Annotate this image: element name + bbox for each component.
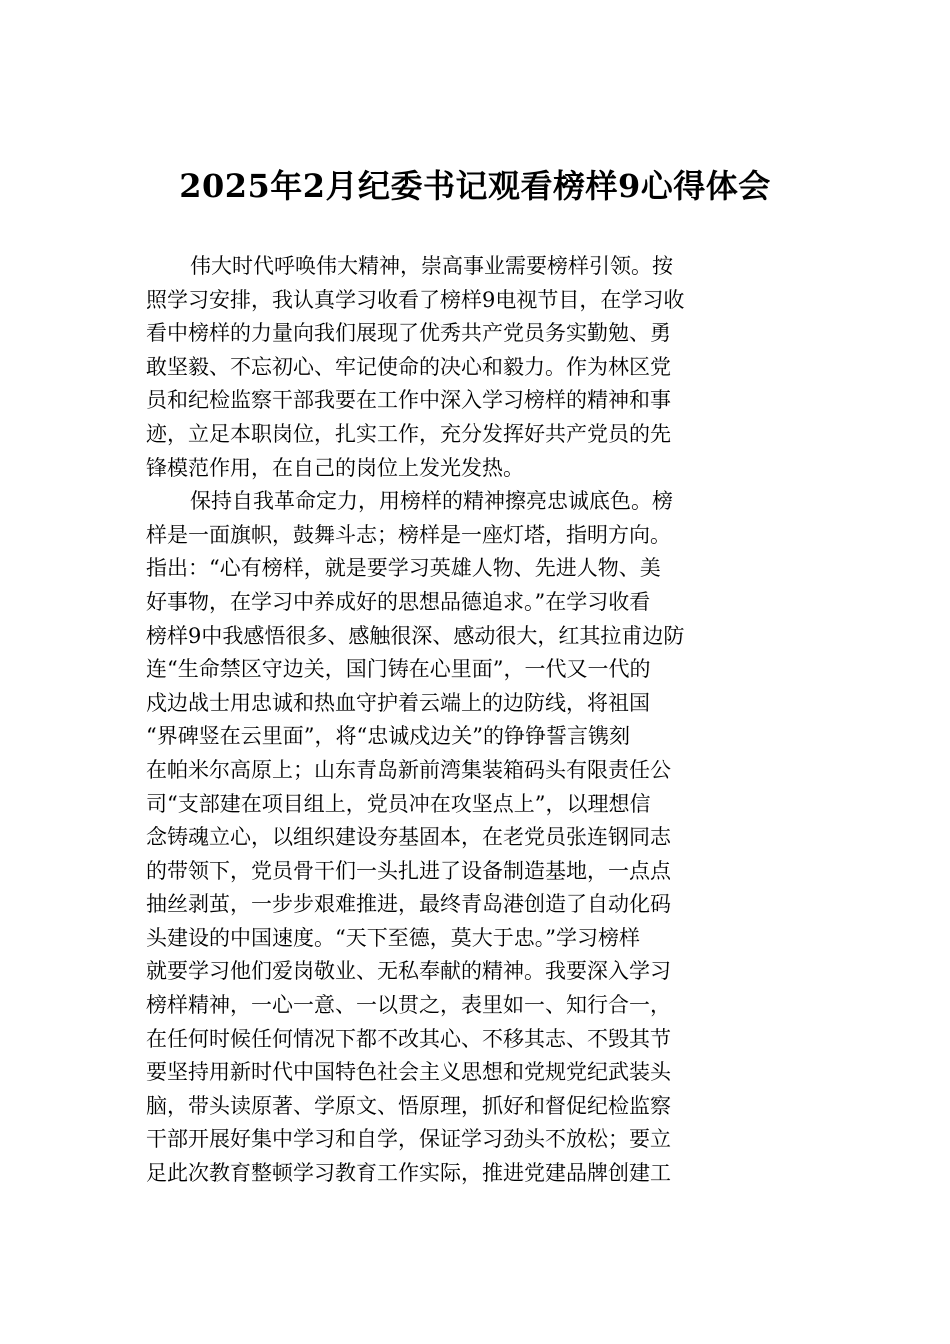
body-line: 榜样精神，一心一意、一以贯之，表里如一、知行合一， [146, 993, 671, 1018]
body-line: 员和纪检监察干部我要在工作中深入学习榜样的精神和事 [146, 388, 671, 413]
body-line: 干部开展好集中学习和自学，保证学习劲头不放松；要立 [146, 1127, 671, 1152]
body-line: 在帕米尔高原上；山东青岛新前湾集装箱码头有限责任公 [146, 757, 671, 782]
body-line: 锋模范作用，在自己的岗位上发光发热。 [146, 455, 524, 480]
body-line: 在任何时候任何情况下都不改其心、不移其志、不毁其节 [146, 1026, 671, 1051]
body-line: “界碑竖在云里面”，将“忠诚戍边关”的铮铮誓言镌刻 [146, 724, 630, 749]
body-line: 脑，带头读原著、学原文、悟原理，抓好和督促纪检监察 [146, 1093, 671, 1118]
body-line: 就要学习他们爱岗敬业、无私奉献的精神。我要深入学习 [146, 959, 671, 984]
body-line: 保持自我革命定力，用榜样的精神擦亮忠诚底色。榜 [190, 489, 673, 514]
document-body [146, 250, 808, 1191]
body-line: 照学习安排，我认真学习收看了榜样9电视节目，在学习收 [146, 287, 685, 312]
body-line: 伟大时代呼唤伟大精神，崇高事业需要榜样引领。按 [190, 254, 673, 278]
body-line: 敢坚毅、不忘初心、牢记使命的决心和毅力。作为林区党 [146, 354, 671, 379]
body-line: 足此次教育整顿学习教育工作实际，推进党建品牌创建工 [146, 1161, 671, 1186]
body-line: 要坚持用新时代中国特色社会主义思想和党规党纪武装头 [146, 1060, 671, 1085]
document-title: 2025年2月纪委书记观看榜样9心得体会 [179, 167, 771, 205]
body-line: 指出：“心有榜样，就是要学习英雄人物、先进人物、美 [146, 556, 661, 581]
body-line: 连“生命禁区守边关，国门铸在心里面”，一代又一代的 [146, 657, 651, 682]
body-line: 念铸魂立心，以组织建设夯基固本，在老党员张连钢同志 [146, 825, 671, 850]
body-line: 迹，立足本职岗位，扎实工作，充分发挥好共产党员的先 [146, 421, 671, 446]
body-line: 看中榜样的力量向我们展现了优秀共产党员务实勤勉、勇 [146, 321, 671, 346]
body-line: 抽丝剥茧，一步步艰难推进，最终青岛港创造了自动化码 [146, 892, 671, 917]
body-line: 头建设的中国速度。“天下至德，莫大于忠。”学习榜样 [146, 925, 640, 950]
body-line: 的带领下，党员骨干们一头扎进了设备制造基地，一点点 [146, 858, 671, 883]
body-line: 戍边战士用忠诚和热血守护着云端上的边防线，将祖国 [146, 690, 650, 715]
body-line: 好事物，在学习中养成好的思想品德追求。”在学习收看 [146, 589, 651, 614]
body-line: 司“支部建在项目组上，党员冲在攻坚点上”，以理想信 [146, 791, 651, 816]
body-line: 样是一面旗帜，鼓舞斗志；榜样是一座灯塔，指明方向。 [146, 522, 671, 547]
body-line: 榜样9中我感悟很多、感触很深、感动很大，红其拉甫边防 [146, 623, 685, 648]
